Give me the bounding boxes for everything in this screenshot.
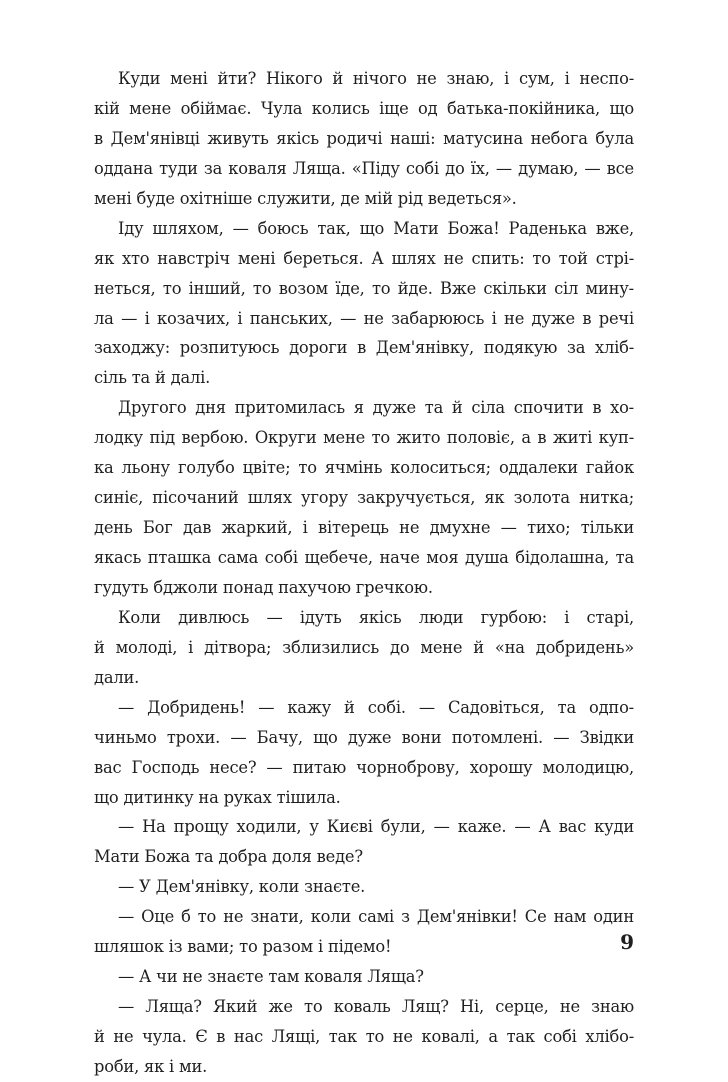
text-line: Іду шляхом, — боюсь так, що Мати Божа! Раденька вже, — [118, 218, 634, 238]
text-line: кій мене обіймає. Чула колись іще од батька-покійника, що — [94, 98, 634, 118]
text-line: сіль та й далі. — [94, 368, 211, 388]
text-line: вас Господь несе? — питаю чорноброву, хорошу молодицю, — [94, 757, 634, 777]
text-line: — Добридень! — кажу й собі. — Садовіться, та одпо- — [118, 697, 634, 717]
text-line: й молоді, і дітвора; зблизились до мене й «на добридень» — [94, 637, 634, 657]
text-line: шляшок із вами; то разом і підемо! — [94, 937, 392, 957]
text-line: чиньмо трохи. — Бачу, що дуже вони потомлені. — Звідки — [94, 727, 634, 747]
text-line: якась пташка сама собі щебече, наче моя душа бідолашна, та — [94, 548, 634, 567]
text-line: як хто навстріч мені береться. А шлях не спить: то той стрі- — [94, 248, 634, 268]
text-line: Коли дивлюсь — ідуть якісь люди гурбою: і старі, — [118, 607, 634, 627]
text-line: ла — і козачих, і панських, — не забарююсь і не дуже в речі — [94, 308, 634, 328]
text-line: що дитинку на руках тішила. — [94, 787, 341, 807]
text-line: неться, то інший, то возом їде, то йде. Вже скільки сіл мину- — [94, 278, 634, 298]
text-line: — Оце б то не знати, коли самі з Дем'янівки! Се нам один — [118, 907, 634, 927]
text-line: гудуть бджоли понад пахучою гречкою. — [94, 577, 433, 597]
text-line: синіє, пісочаний шлях угору закручується, як золота нитка; — [94, 488, 634, 508]
text-line: Мати Божа та добра доля веде? — [94, 847, 363, 867]
text-line: в Дем'янівці живуть якісь родичі наші: матусина небога була — [94, 128, 634, 148]
text-line: й не чула. Є в нас Лящі, так то не ковалі, а так собі хлібо- — [94, 1027, 634, 1046]
text-line: — У Дем'янівку, коли знаєте. — [118, 877, 366, 897]
text-line: оддана туди за коваля Ляща. «Піду собі до їх, — думаю, — все — [94, 158, 634, 178]
text-line: дали. — [94, 667, 140, 687]
text-line: лодку під вербою. Округи мене то жито половіє, а в житі куп- — [94, 428, 634, 448]
text-line: заходжу: розпитуюсь дороги в Дем'янівку, подякую за хліб- — [94, 338, 634, 358]
text-line: Куди мені йти? Нікого й нічого не знаю, і сум, і неспо- — [118, 69, 634, 88]
text-line: роби, як і ми. — [94, 1056, 208, 1076]
text-line: мені буде охітніше служити, де мій рід ведеться». — [94, 188, 517, 208]
text-line: день Бог дав жаркий, і вітерець не дмухне — тихо; тільки — [94, 518, 634, 538]
page-number: 9 — [620, 930, 634, 954]
text-line: ка льону голубо цвіте; то ячмінь колоситься; оддалеки гайок — [94, 458, 634, 478]
text-line: — Ляща? Який же то коваль Лящ? Ні, серце, не знаю — [118, 997, 634, 1017]
text-line: — На прощу ходили, у Києві були, — каже. — А вас куди — [118, 817, 634, 837]
body-text — [94, 64, 634, 1082]
text-line: Другого дня притомилась я дуже та й сіла спочити в хо- — [118, 398, 634, 418]
text-line: — А чи не знаєте там коваля Ляща? — [118, 967, 424, 987]
